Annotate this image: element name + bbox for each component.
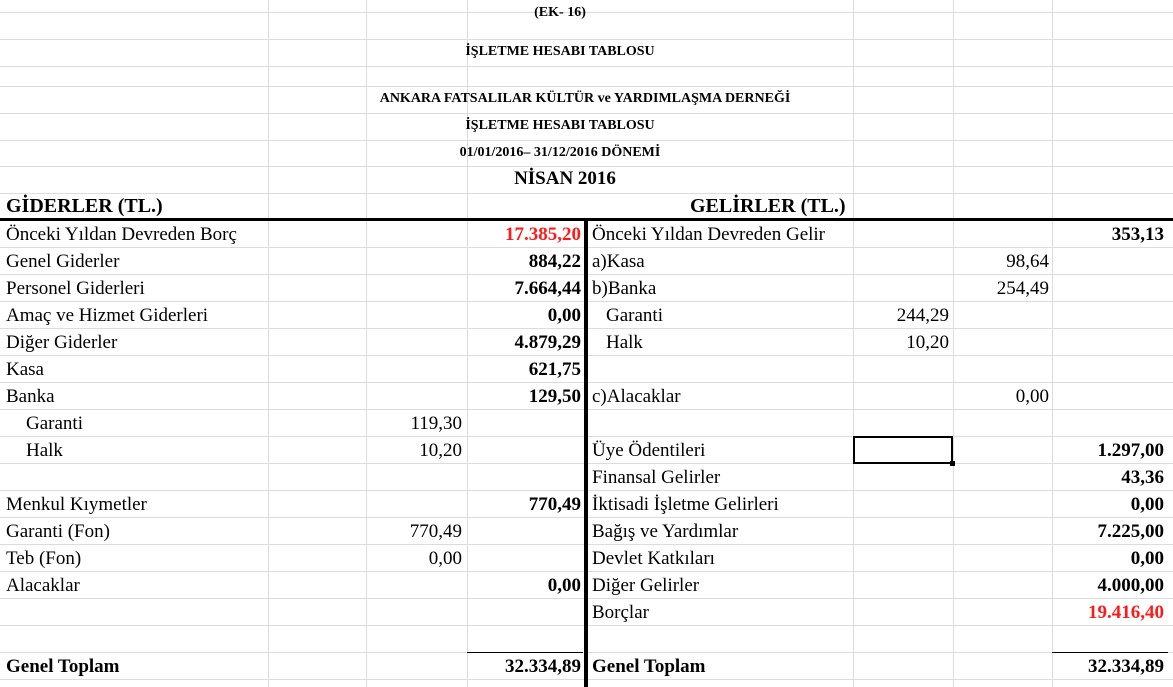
left-total-rule	[467, 652, 583, 653]
income-detail-amount	[953, 546, 1049, 572]
income-detail-amount	[953, 438, 1049, 464]
income-label: Borçlar	[592, 602, 649, 623]
table-title-2: İŞLETME HESABI TABLOSU	[465, 118, 655, 133]
fill-handle[interactable]	[950, 461, 955, 466]
expense-sub-amount	[366, 249, 462, 275]
income-sub-amount	[853, 384, 949, 410]
income-detail-amount	[953, 519, 1049, 545]
expense-total: 770,49	[528, 494, 581, 515]
expense-label: Halk	[26, 440, 63, 461]
income-sub-amount	[853, 492, 949, 518]
income-label: Diğer Gelirler	[592, 575, 700, 596]
expense-sub-amount	[366, 357, 462, 383]
income-detail-amount	[953, 492, 1049, 518]
income-total: 19.416,40	[1088, 602, 1164, 623]
expense-sub-amount: 10,20	[419, 440, 462, 461]
income-sub-amount	[853, 411, 949, 437]
expense-sub-amount	[366, 573, 462, 599]
income-total	[1052, 357, 1164, 383]
expense-total	[467, 438, 581, 464]
table-title: İŞLETME HESABI TABLOSU	[465, 44, 655, 59]
income-total: 353,13	[1111, 224, 1164, 245]
income-detail-amount: 254,49	[996, 278, 1049, 299]
income-label: b)Banka	[592, 278, 657, 299]
expense-label: Önceki Yıldan Devreden Borç	[6, 224, 237, 245]
expense-total	[467, 519, 581, 545]
expenses-heading: GİDERLER (TL.)	[6, 195, 163, 217]
expense-label: Alacaklar	[6, 575, 80, 596]
income-total: 0,00	[1130, 548, 1164, 569]
expense-label: Amaç ve Hizmet Giderleri	[6, 305, 209, 326]
expense-total: 7.664,44	[514, 278, 581, 299]
expense-total	[467, 411, 581, 437]
income-label: Üye Ödentileri	[592, 440, 706, 461]
income-total: 4.000,00	[1097, 575, 1164, 596]
income-detail-amount: 98,64	[1006, 251, 1049, 272]
left-grand-total-label: Genel Toplam	[6, 656, 120, 677]
expense-total: 129,50	[528, 386, 581, 407]
income-total: 0,00	[1130, 494, 1164, 515]
expense-sub-amount: 770,49	[409, 521, 462, 542]
expense-sub-amount	[366, 303, 462, 329]
income-label: İktisadi İşletme Gelirleri	[592, 494, 779, 515]
expense-label: Garanti	[26, 413, 83, 434]
income-total: 7.225,00	[1097, 521, 1164, 542]
month-label: NİSAN 2016	[514, 168, 616, 189]
expense-total: 0,00	[547, 575, 581, 596]
income-total	[1052, 276, 1164, 302]
expense-total	[467, 546, 581, 572]
expense-total	[467, 465, 581, 491]
income-total: 43,36	[1121, 467, 1164, 488]
income-total	[1052, 303, 1164, 329]
income-sub-amount	[853, 465, 949, 491]
income-sub-amount: 244,29	[896, 305, 949, 326]
income-label: Halk	[606, 332, 643, 353]
expense-label: Banka	[6, 386, 55, 407]
organization-name: ANKARA FATSALILAR KÜLTÜR ve YARDIMLAŞMA DERNEĞİ	[379, 91, 791, 106]
expense-total: 4.879,29	[514, 332, 581, 353]
income-label: Önceki Yıldan Devreden Gelir	[592, 224, 826, 245]
income-detail-amount	[953, 600, 1049, 626]
expense-sub-amount	[366, 384, 462, 410]
income-total: 1.297,00	[1097, 440, 1164, 461]
income-label: Garanti	[606, 305, 663, 326]
expense-sub-amount: 0,00	[428, 548, 462, 569]
income-detail-amount	[953, 357, 1049, 383]
income-label: Bağış ve Yardımlar	[592, 521, 739, 542]
income-label: c)Alacaklar	[592, 386, 681, 407]
annex-label: (EK- 16)	[534, 5, 586, 20]
right-total-rule	[1052, 652, 1168, 653]
expense-label: Personel Giderleri	[6, 278, 145, 299]
expense-sub-amount	[366, 222, 462, 248]
expense-label: Genel Giderler	[6, 251, 120, 272]
income-detail-amount	[953, 465, 1049, 491]
income-label	[592, 411, 852, 437]
expense-total: 17.385,20	[505, 224, 581, 245]
income-label: a)Kasa	[592, 251, 645, 272]
income-sub-amount: 10,20	[906, 332, 949, 353]
income-detail-amount	[953, 330, 1049, 356]
income-detail-amount	[953, 222, 1049, 248]
expense-label: Menkul Kıymetler	[6, 494, 147, 515]
income-sub-amount	[853, 276, 949, 302]
expense-sub-amount	[366, 276, 462, 302]
right-grand-total-label: Genel Toplam	[592, 656, 706, 677]
expense-total: 0,00	[547, 305, 581, 326]
expense-label	[6, 465, 306, 491]
income-sub-amount	[853, 249, 949, 275]
income-sub-amount	[853, 546, 949, 572]
expense-sub-amount	[366, 465, 462, 491]
income-total	[1052, 249, 1164, 275]
left-grand-total: 32.334,89	[505, 656, 581, 677]
row-gridline	[0, 66, 1173, 67]
expense-sub-amount	[366, 330, 462, 356]
income-detail-amount: 0,00	[1015, 386, 1049, 407]
expense-total: 884,22	[528, 251, 581, 272]
income-detail-amount	[953, 411, 1049, 437]
expense-label: Diğer Giderler	[6, 332, 118, 353]
income-label: Finansal Gelirler	[592, 467, 721, 488]
expense-label: Kasa	[6, 359, 44, 380]
income-heading: GELİRLER (TL.)	[690, 195, 846, 217]
income-label: Devlet Katkıları	[592, 548, 715, 569]
center-divider	[584, 218, 588, 687]
expense-sub-amount: 119,30	[410, 413, 462, 434]
expense-label: Garanti (Fon)	[6, 521, 110, 542]
income-label	[592, 357, 852, 383]
active-cell[interactable]	[853, 436, 953, 464]
income-sub-amount	[853, 222, 949, 248]
right-grand-total: 32.334,89	[1088, 656, 1164, 677]
income-total	[1052, 330, 1164, 356]
income-detail-amount	[953, 573, 1049, 599]
income-sub-amount	[853, 573, 949, 599]
expense-sub-amount	[366, 492, 462, 518]
income-total	[1052, 384, 1164, 410]
income-sub-amount	[853, 600, 949, 626]
income-total	[1052, 411, 1164, 437]
expense-label: Teb (Fon)	[6, 548, 82, 569]
income-sub-amount	[853, 357, 949, 383]
income-sub-amount	[853, 519, 949, 545]
expense-total: 621,75	[528, 359, 581, 380]
period-label: 01/01/2016– 31/12/2016 DÖNEMİ	[459, 145, 661, 160]
income-detail-amount	[953, 303, 1049, 329]
